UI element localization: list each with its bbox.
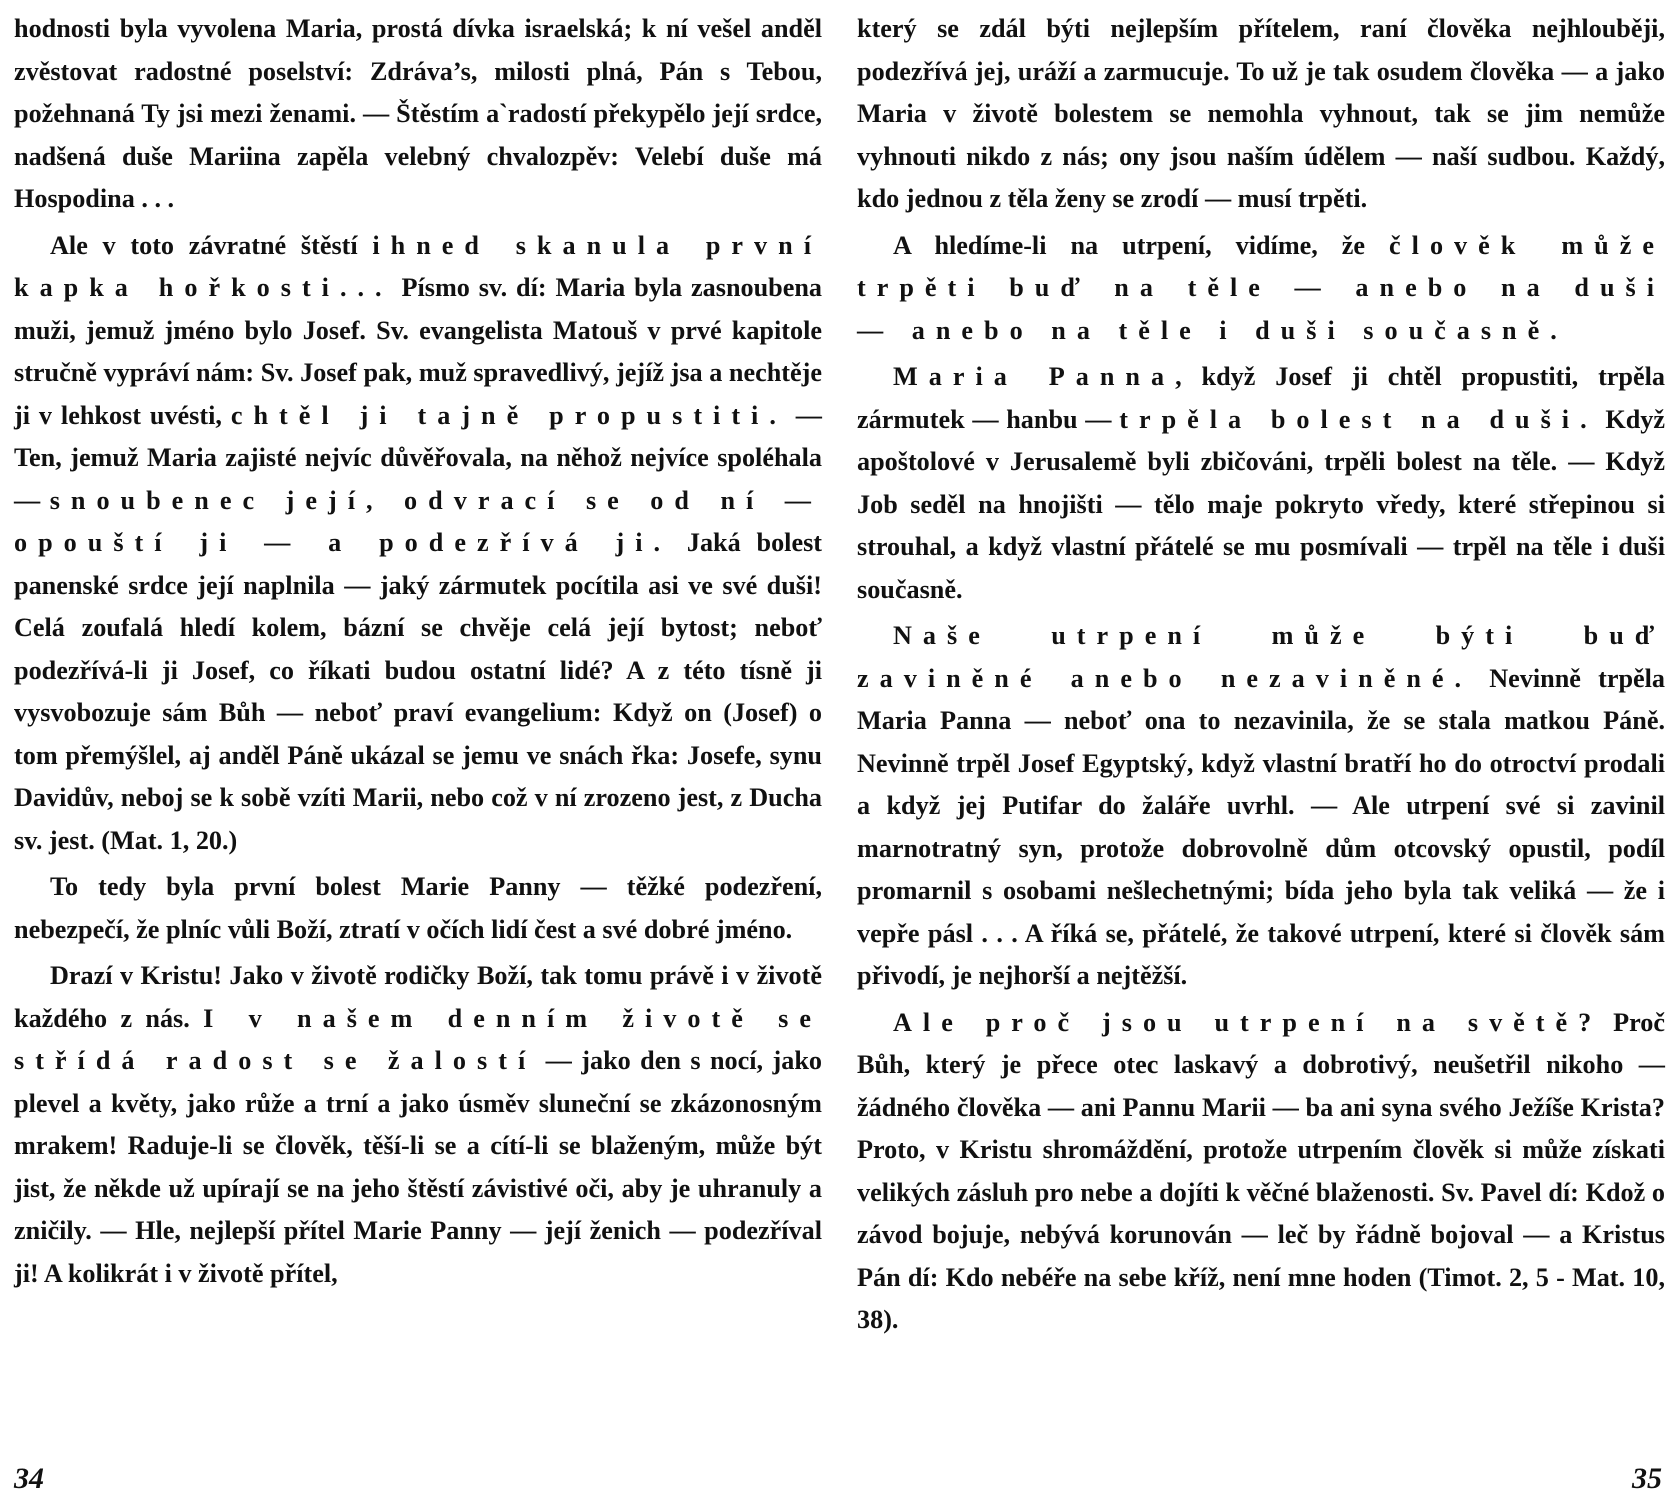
- right-page-text: [857, 8, 1665, 1342]
- emphasized-text: Ale proč jsou utrpení na světě?: [893, 1007, 1603, 1037]
- paragraph: [14, 866, 822, 951]
- text-run: To tedy byla první bolest Marie Panny — těžké podezření, nebezpečí, že plníc vůli Boží, ztratí v očích lidí čest a své dobré jméno.: [14, 872, 822, 944]
- right-page-number: 35: [1632, 1462, 1662, 1495]
- text-run: Když apoštolové v Jerusalemě byli zbičováni, trpěli bolest na těle. — Když Job seděl na hnojišti — tělo maje pokryto vředy, které střepinou si strouhal, a když vlastní přátelé se mu posmívali — trpěl na těle i duši současně.: [857, 404, 1665, 604]
- paragraph: [14, 225, 822, 863]
- emphasized-text: Maria Panna: [893, 362, 1176, 391]
- paragraph: [857, 1002, 1665, 1342]
- emphasized-text: ihned skanula první kapka hořkosti...: [14, 230, 822, 302]
- paragraph: [14, 955, 822, 1295]
- text-run: Písmo sv. dí: Maria byla zasnoubena muži, jemuž jméno bylo Josef. Sv. evangelista Matouš v prvé kapitole stručně vypráví nám: Sv. Josef pak, muž spravedlivý, jejíž jsa a nechtěje ji v lehkost uvésti,: [14, 273, 823, 430]
- emphasized-text: trpěla bolest na duši.: [1119, 404, 1598, 434]
- text-run: — Ten, jemuž Maria zajisté nejvíc důvěřovala, na něhož nejvíce spoléhala —: [14, 400, 822, 515]
- text-run: Jaká bolest panenské srdce její naplnila — jaký zármutek pocítila asi ve své duši! Celá zoufalá hledí kolem, bázní se chvěje celá její bytost; neboť podezřívá-li ji Josef, co říkati budou ostatní lidé? A z této tísně ji vysvobozuje sám Bůh — neboť praví evangelium: Když on (Josef) o tom přemýšlel, aj anděl Páně ukázal se jemu ve snách řka: Josefe, synu Davidův, neboj se k sobě vzíti Marii, nebo což v ní zrozeno jest, z Ducha sv. jest. (Mat. 1, 20.): [14, 528, 822, 855]
- emphasized-text: člověk může trpěti buď na těle — anebo na duši — anebo na těle i duši současně.: [857, 230, 1665, 345]
- text-run: , když Josef ji chtěl propustiti, trpěla zármutek — hanbu —: [857, 362, 1665, 434]
- paragraph: [857, 225, 1665, 353]
- text-run: hodnosti byla vyvolena Maria, prostá dívka israelská; k ní vešel anděl zvěstovat radostné poselství: Zdráva’s, milosti plná, Pán s Tebou, požehnaná Ty jsi mezi ženami. — Štěstím a`radostí překypělo její srdce, nadšená duše Mariina zapěla velebný chvalozpěv: Velebí duše má Hospodina . . .: [14, 14, 822, 213]
- emphasized-text: Naše utrpení může býti buď zaviněné anebo nezaviněné.: [857, 621, 1665, 693]
- left-page: [14, 8, 822, 1299]
- paragraph: [857, 8, 1665, 221]
- text-run: A hledíme-li na utrpení, vidíme, že: [893, 230, 1390, 260]
- paragraph: [857, 356, 1665, 611]
- left-page-number: 34: [14, 1462, 44, 1495]
- emphasized-text: snoubenec její, odvrací se od ní — opouští ji — a podezřívá ji.: [14, 485, 822, 557]
- emphasized-text: I v našem denním životě se střídá radost se žalostí: [14, 1003, 822, 1075]
- text-run: Proč Bůh, který je přece otec laskavý a dobrotivý, neušetřil nikoho — žádného člověka — ani Pannu Marii — ba ani syna svého Ježíše Krista? Proto, v Kristu shromáždění, protože utrpením člověk si může získati velikých zásluh pro nebe a dojíti k věčné blaženosti. Sv. Pavel dí: Kdož o závod bojuje, nebývá korunován — leč by řádně bojoval — a Kristus Pán dí: Kdo nebéře na sebe kříž, není mne hoden (Timot. 2, 5 - Mat. 10, 38).: [857, 1007, 1665, 1334]
- left-page-text: [14, 8, 822, 1295]
- text-run: Ale v toto závratné štěstí: [50, 230, 373, 260]
- text-run: — jako den s nocí, jako plevel a květy, jako růže a trní a jako úsměv sluneční se zkázonosným mrakem! Raduje-li se člověk, těší-li se a cítí-li se blaženým, může být jist, že někde už upírají se na jeho štěstí závistivé oči, aby je uhranuly a zničily. — Hle, nejlepší přítel Marie Panny — její ženich — podezříval ji! A kolikrát i v životě přítel,: [14, 1046, 822, 1288]
- text-run: který se zdál býti nejlepším přítelem, raní člověka nejhlouběji, podezřívá jej, uráží a zarmucuje. To už je tak osudem člověka — a jako Maria v životě bolestem se nemohla vyhnout, tak se jim nemůže vyhnouti nikdo z nás; ony jsou naším údělem — naší sudbou. Každý, kdo jednou z těla ženy se zrodí — musí trpěti.: [857, 14, 1665, 213]
- emphasized-text: chtěl ji tajně propustiti.: [230, 400, 787, 430]
- right-page: [857, 8, 1665, 1346]
- paragraph: [857, 615, 1665, 998]
- paragraph: [14, 8, 822, 221]
- text-run: Drazí v Kristu! Jako v životě rodičky Boží, tak tomu právě i v životě každého z nás.: [14, 961, 822, 1033]
- text-run: Nevinně trpěla Maria Panna — neboť ona to nezavinila, že se stala matkou Páně. Nevinně trpěl Josef Egyptský, když vlastní bratří ho do otroctví prodali a když jej Putifar do žaláře uvrhl. — Ale utrpení své si zavinil marnotratný syn, protože dobrovolně dům otcovský opustil, podíl promarnil s osobami nešlechetnými; bída jeho byla tak veliká — že i vepře pásl . . . A říká se, přátelé, že takové utrpení, které si člověk sám přivodí, je nejhorší a nejtěžší.: [857, 663, 1666, 990]
